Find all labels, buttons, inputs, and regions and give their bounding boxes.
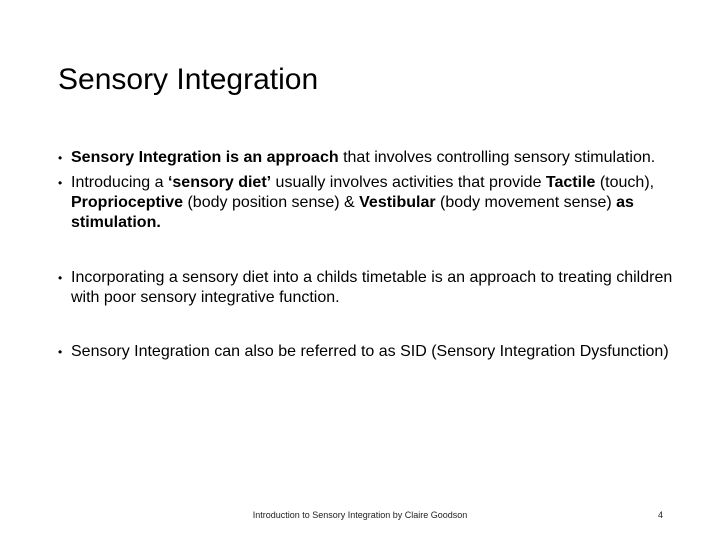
bullet-regular-text: (body movement sense) [435,194,617,211]
bullet-regular-text: Sensory Integration can also be referred to as SID (Sensory Integration Dysfunction) [71,343,669,360]
bullet-marker: • [58,151,63,165]
bullet-bold-text: as stimulation. [71,194,634,231]
bullet-bold-text: Vestibular [359,194,436,211]
bullet-item [58,342,678,362]
bullet-bold-text: ‘sensory diet’ [167,174,272,191]
bullet-text [71,269,672,306]
bullet-regular-text: (body position sense) & [183,194,360,211]
bullet-marker: • [58,345,63,359]
bullet-regular-text: that involves controlling sensory stimulation. [338,149,656,166]
bullet-text [71,174,654,231]
slide-title: Sensory Integration [58,63,319,96]
bullet-item [58,268,678,308]
bullet-regular-text: Introducing a [71,174,168,191]
page-number: 4 [657,510,663,520]
bullet-text [71,343,669,360]
bullet-item [58,173,678,233]
bullet-bold-text: Proprioceptive [71,194,184,211]
bullet-marker: • [58,176,63,190]
bullet-marker: • [58,271,63,285]
bullet-bold-text: Sensory Integration is an approach [71,149,339,166]
bullet-regular-text: (touch), [595,174,655,191]
bullet-regular-text: usually involves activities that provide [271,174,546,191]
bullet-regular-text: Incorporating a sensory diet into a childs timetable is an approach to treating children with poor sensory integrative function. [71,269,673,306]
bullet-text [71,149,655,166]
bullet-bold-text: Tactile [545,174,596,191]
bullet-list [58,146,678,362]
bullet-item [58,148,678,168]
slide-footer: Introduction to Sensory Integration by Claire Goodson [252,510,468,520]
